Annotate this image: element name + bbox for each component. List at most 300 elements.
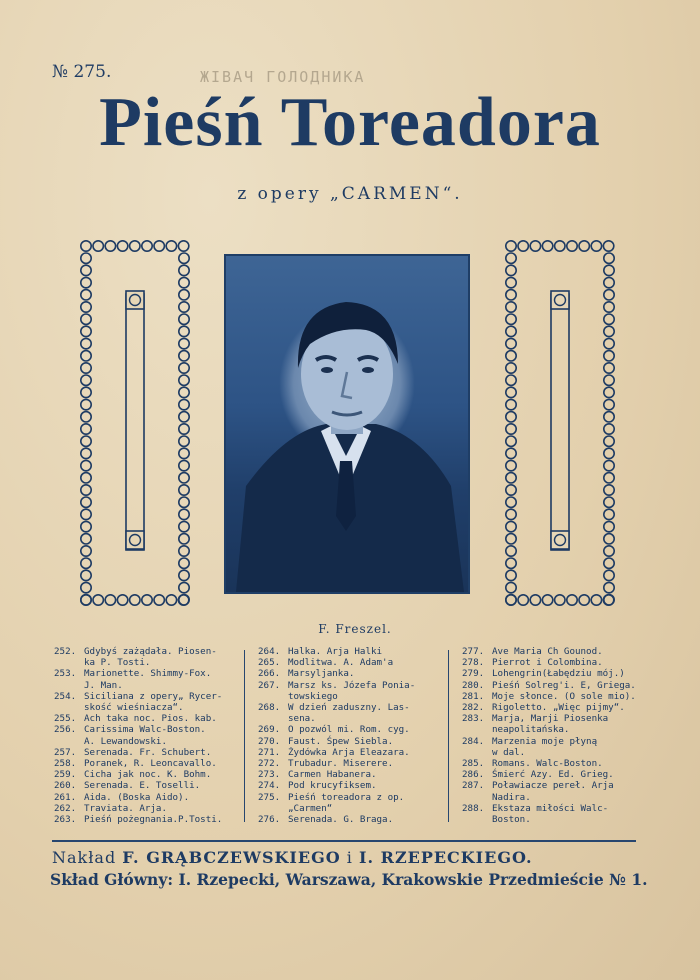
catalog-entry bbox=[462, 736, 647, 747]
catalog-entry-title: w dal. bbox=[492, 746, 526, 758]
ornament-ring bbox=[117, 241, 127, 251]
ornament-ring bbox=[81, 436, 91, 446]
catalog-entry-number: 260. bbox=[54, 780, 77, 792]
ornament-ring bbox=[506, 412, 516, 422]
catalog-entry bbox=[258, 724, 438, 735]
ornament-ring bbox=[179, 338, 189, 348]
catalog-entry-title: Ave Maria Ch Gounod. bbox=[492, 646, 603, 657]
catalog-entry-title: Żydówka Arja Eleazara. bbox=[288, 746, 410, 758]
catalog-entry-number bbox=[258, 713, 288, 724]
ornament-ring bbox=[81, 412, 91, 422]
ornament-ring bbox=[81, 375, 91, 385]
ornament-ring bbox=[179, 521, 189, 531]
ornament-ring bbox=[604, 595, 614, 605]
catalog-entry-number: 263. bbox=[54, 814, 77, 826]
catalog-entry bbox=[54, 803, 229, 814]
ornament-ring bbox=[518, 241, 528, 251]
catalog-entry-number: 256. bbox=[54, 724, 77, 736]
ornament-ring bbox=[179, 595, 189, 605]
ornament-ring bbox=[604, 424, 614, 434]
ornament-ring bbox=[506, 277, 516, 287]
ornament-ring bbox=[105, 595, 115, 605]
catalog-entry bbox=[462, 769, 647, 780]
ornament-ring bbox=[179, 326, 189, 336]
ornament-ring bbox=[179, 460, 189, 470]
catalog-entry-title: Romans. Walc-Boston. bbox=[492, 758, 603, 770]
catalog-entry-title: Siciliana z opery„ Rycer- bbox=[84, 690, 223, 702]
ornament-ring bbox=[604, 290, 614, 300]
catalog-entry-number: 269. bbox=[258, 724, 281, 736]
ornament-ring bbox=[81, 338, 91, 348]
catalog-entry-number: 258. bbox=[54, 758, 77, 770]
ornament-ring bbox=[179, 399, 189, 409]
catalog-entry-title: Serenada. G. Braga. bbox=[288, 814, 394, 826]
ornament-ring bbox=[81, 399, 91, 409]
ornament-ring bbox=[81, 253, 91, 263]
catalog-entry-number: 288. bbox=[462, 802, 485, 814]
catalog-entry-number: 266. bbox=[258, 668, 281, 680]
catalog-entry-number: 286. bbox=[462, 769, 485, 781]
catalog-entry-number: 275. bbox=[258, 791, 281, 803]
catalog-entry bbox=[258, 792, 438, 803]
ornament-ring bbox=[506, 595, 516, 605]
catalog-entry bbox=[258, 769, 438, 780]
ornament-ring bbox=[604, 326, 614, 336]
ornament-ring bbox=[604, 448, 614, 458]
catalog-entry bbox=[462, 691, 647, 702]
catalog-entry-title: Marsyljanka. bbox=[288, 668, 355, 680]
ornament-ring bbox=[81, 558, 91, 568]
ornament-ring bbox=[506, 241, 516, 251]
ornament-ring bbox=[506, 290, 516, 300]
ornament-ring bbox=[506, 546, 516, 556]
ornament-ring bbox=[81, 485, 91, 495]
catalog-entry bbox=[54, 769, 229, 780]
ornament-ring bbox=[130, 241, 140, 251]
ornament-ring bbox=[604, 558, 614, 568]
ornament-ring bbox=[604, 534, 614, 544]
ornament-ring bbox=[506, 558, 516, 568]
catalog-entry-title: Marionette. Shimmy-Fox. bbox=[84, 668, 212, 680]
catalog-entry-number: 255. bbox=[54, 713, 77, 725]
ornament-ring bbox=[179, 582, 189, 592]
ornament-ring bbox=[179, 509, 189, 519]
ornament-ring bbox=[81, 265, 91, 275]
ornament-ring bbox=[604, 253, 614, 263]
catalog-entry-number bbox=[462, 747, 492, 758]
ornament-ring bbox=[567, 595, 577, 605]
ornament-ring bbox=[81, 546, 91, 556]
ornament-ring bbox=[604, 375, 614, 385]
catalog-entry bbox=[462, 713, 647, 724]
catalog-entry bbox=[258, 758, 438, 769]
ornament-ring bbox=[506, 424, 516, 434]
catalog-entry-number bbox=[258, 803, 288, 814]
catalog-column-1 bbox=[54, 646, 229, 825]
catalog-entry bbox=[54, 668, 229, 679]
catalog-entry bbox=[462, 792, 647, 803]
catalog-entry-title: Traviata. Arja. bbox=[84, 802, 167, 814]
distributor-line: Skład Główny: I. Rzepecki, Warszawa, Krakowskie Przedmieście № 1. bbox=[50, 870, 648, 889]
catalog-entry-title: Serenada. E. Toselli. bbox=[84, 780, 201, 792]
catalog-entry bbox=[462, 780, 647, 791]
catalog-entry-title: J. Man. bbox=[84, 679, 123, 691]
ornament-ring bbox=[81, 509, 91, 519]
ornament-ring bbox=[179, 290, 189, 300]
ornament-ring bbox=[179, 314, 189, 324]
catalog-entry bbox=[258, 780, 438, 791]
horizontal-rule bbox=[52, 840, 636, 842]
catalog-column-3 bbox=[462, 646, 647, 825]
catalog-entry-title: Poławiacze pereł. Arja bbox=[492, 780, 614, 792]
ornament-ring bbox=[506, 582, 516, 592]
ornament-ring bbox=[604, 582, 614, 592]
catalog-entry-number bbox=[462, 724, 492, 735]
ornament-ring bbox=[179, 387, 189, 397]
catalog-entry-number bbox=[258, 691, 288, 702]
catalog-entry-title: sena. bbox=[288, 713, 316, 725]
ornament-ring bbox=[179, 436, 189, 446]
ornament-ring bbox=[506, 460, 516, 470]
catalog-entry-title: Pierrot i Colombina. bbox=[492, 657, 603, 669]
catalog-entry bbox=[54, 724, 229, 735]
ornament-ring bbox=[506, 436, 516, 446]
catalog-entry-number: 257. bbox=[54, 746, 77, 758]
ornament-ring bbox=[81, 570, 91, 580]
catalog-entry-number: 271. bbox=[258, 746, 281, 758]
catalog-entry-title: Trubadur. Miserere. bbox=[288, 758, 394, 770]
catalog-column-2 bbox=[258, 646, 438, 825]
ornament-ring bbox=[506, 534, 516, 544]
ornament-left bbox=[80, 240, 190, 606]
catalog-entry bbox=[54, 646, 229, 657]
ornament-ring bbox=[81, 595, 91, 605]
catalog-entry-title: Modlitwa. A. Adam'a bbox=[288, 657, 394, 669]
ornament-ring bbox=[506, 485, 516, 495]
ornament-ring bbox=[604, 521, 614, 531]
catalog-entry bbox=[462, 702, 647, 713]
catalog-entry-title: Ach taka noc. Pios. kab. bbox=[84, 713, 217, 725]
catalog-entry-title: Carmen Habanera. bbox=[288, 769, 377, 781]
catalog-entry bbox=[258, 657, 438, 668]
catalog-entry-number: 253. bbox=[54, 668, 77, 680]
catalog-entry-number: 261. bbox=[54, 791, 77, 803]
ornament-ring bbox=[179, 497, 189, 507]
ornament-ring bbox=[530, 595, 540, 605]
ornament-ring bbox=[604, 265, 614, 275]
ornament-ring bbox=[506, 473, 516, 483]
catalog-entry-title: Pieśń pożegnania.P.Tosti. bbox=[84, 814, 223, 826]
ornament-ring bbox=[604, 460, 614, 470]
ornament-bar bbox=[551, 294, 569, 550]
ornament-bar bbox=[126, 294, 144, 550]
ornament-ring bbox=[506, 509, 516, 519]
ornament-ring bbox=[81, 582, 91, 592]
catalog-entry-number: 282. bbox=[462, 702, 485, 714]
ornament-ring bbox=[604, 338, 614, 348]
ornament-ring bbox=[506, 338, 516, 348]
ornament-ring bbox=[179, 558, 189, 568]
catalog-entry-title: Carissima Walc-Boston. bbox=[84, 724, 206, 736]
ornament-ring bbox=[179, 546, 189, 556]
catalog-entry-title: neapolitańska. bbox=[492, 724, 570, 736]
ornament-ring bbox=[81, 497, 91, 507]
page-title: Pieśń Toreadora bbox=[99, 84, 601, 161]
catalog-entry-title: Marsz ks. Józefa Ponia- bbox=[288, 679, 416, 691]
catalog-entry-number: 276. bbox=[258, 814, 281, 826]
ornament-box bbox=[551, 291, 569, 309]
ornament-ring bbox=[604, 351, 614, 361]
ornament-ring bbox=[179, 265, 189, 275]
ornament-ring bbox=[579, 241, 589, 251]
ornament-ring bbox=[506, 363, 516, 373]
ornament-ring bbox=[506, 314, 516, 324]
ornament-ring bbox=[179, 302, 189, 312]
ornament-ring bbox=[591, 595, 601, 605]
ornament-ring bbox=[555, 241, 565, 251]
ornament-ring bbox=[506, 351, 516, 361]
catalog-entry bbox=[54, 680, 229, 691]
catalog-entry-number bbox=[54, 680, 84, 691]
catalog-entry-title: Aida. (Boska Aido). bbox=[84, 791, 190, 803]
catalog-entry-number bbox=[54, 702, 84, 713]
catalog-entry-number: 254. bbox=[54, 690, 77, 702]
ornament-ring bbox=[591, 241, 601, 251]
catalog-entry-title: Marzenia moje płyną bbox=[492, 735, 598, 747]
ornament-ring bbox=[506, 448, 516, 458]
ornament-ring bbox=[179, 424, 189, 434]
ornament-ring bbox=[604, 485, 614, 495]
catalog-entry bbox=[258, 814, 438, 825]
catalog-entry-title: Ekstaza miłości Walc- bbox=[492, 802, 609, 814]
catalog-entry bbox=[462, 646, 647, 657]
ornament-ring bbox=[179, 277, 189, 287]
catalog-entry-title: Pieśń Solreg'i. E, Griega. bbox=[492, 679, 636, 691]
ornament-ring bbox=[117, 595, 127, 605]
catalog-entry bbox=[54, 713, 229, 724]
ornament-ring bbox=[604, 314, 614, 324]
ornament-ring bbox=[179, 351, 189, 361]
catalog-entry bbox=[54, 691, 229, 702]
catalog-entry-title: Faust. Śpew Siebla. bbox=[288, 735, 394, 747]
catalog-entry bbox=[258, 691, 438, 702]
ornament-ring bbox=[604, 570, 614, 580]
ornament-ring bbox=[604, 509, 614, 519]
catalog-entry bbox=[258, 668, 438, 679]
ornament-ring bbox=[604, 473, 614, 483]
ornament-ring bbox=[179, 570, 189, 580]
catalog-entry-number: 272. bbox=[258, 758, 281, 770]
ornament-ring bbox=[604, 399, 614, 409]
portrait-figure bbox=[226, 256, 468, 592]
ornament-ring bbox=[604, 436, 614, 446]
ornament-ring bbox=[179, 485, 189, 495]
ornament-ring bbox=[81, 326, 91, 336]
ornament-ring bbox=[166, 595, 176, 605]
catalog-entry-title: W dzień zaduszny. Las- bbox=[288, 702, 410, 714]
ornament-ring bbox=[130, 595, 140, 605]
ornament-ring bbox=[105, 241, 115, 251]
ornament-ring bbox=[81, 351, 91, 361]
ornament-ring bbox=[142, 241, 152, 251]
ornament-ring bbox=[81, 290, 91, 300]
catalog-entry-title: Rigoletto. „Więc pijmy“. bbox=[492, 702, 625, 714]
catalog-entry-number: 284. bbox=[462, 735, 485, 747]
catalog-entry-number: 285. bbox=[462, 758, 485, 770]
catalog-entry-title: skość wieśniacza“. bbox=[84, 702, 184, 714]
ornament-ring bbox=[81, 302, 91, 312]
ornament-ring bbox=[506, 375, 516, 385]
catalog-entry-title: O pozwól mi. Rom. cyg. bbox=[288, 724, 410, 736]
ornament-ring bbox=[179, 412, 189, 422]
ornament-ring bbox=[81, 314, 91, 324]
catalog-entry-number: 278. bbox=[462, 657, 485, 669]
catalog-entry-number: 259. bbox=[54, 769, 77, 781]
catalog-entry bbox=[54, 814, 229, 825]
catalog-entry bbox=[462, 657, 647, 668]
publisher-line bbox=[52, 848, 533, 867]
ornament-ring bbox=[604, 363, 614, 373]
catalog-entry bbox=[258, 646, 438, 657]
catalog-entry bbox=[258, 713, 438, 724]
ornament-ring bbox=[93, 241, 103, 251]
catalog-entry bbox=[258, 803, 438, 814]
catalog-entry bbox=[258, 736, 438, 747]
catalog-entry bbox=[54, 792, 229, 803]
catalog-entry bbox=[258, 702, 438, 713]
catalog-entry bbox=[462, 803, 647, 814]
ornament-ring bbox=[93, 595, 103, 605]
publisher-name-2: I. RZEPECKIEGO. bbox=[359, 848, 533, 867]
faded-stamp: ЖІВАЧ ГОЛОДНИКА bbox=[200, 68, 366, 86]
catalog-entry bbox=[462, 680, 647, 691]
ornament-ring bbox=[179, 473, 189, 483]
catalog-entry-number: 265. bbox=[258, 657, 281, 669]
catalog-entry-title: Lohengrin(Łabędziu mój.) bbox=[492, 668, 625, 680]
ornament-ring bbox=[506, 497, 516, 507]
ornament-ring bbox=[506, 326, 516, 336]
catalog-entry-number bbox=[462, 792, 492, 803]
catalog-entry-title: „Carmen“ bbox=[288, 802, 333, 814]
publisher-name-1: F. GRĄBCZEWSKIEGO bbox=[122, 848, 341, 867]
ornament-ring bbox=[81, 521, 91, 531]
catalog-entry-number: 277. bbox=[462, 646, 485, 657]
ornament-ring bbox=[542, 595, 552, 605]
catalog-entry bbox=[54, 702, 229, 713]
ornament-ring bbox=[530, 241, 540, 251]
ornament-ring bbox=[179, 253, 189, 263]
ornament-right bbox=[505, 240, 615, 606]
catalog-entry-title: A. Lewandowski. bbox=[84, 735, 167, 747]
catalog-entry-title: ka P. Tosti. bbox=[84, 657, 151, 669]
catalog-entry-number bbox=[462, 814, 492, 825]
catalog-entry-number bbox=[54, 657, 84, 668]
ornament-ring bbox=[555, 595, 565, 605]
ornament-ring bbox=[154, 595, 164, 605]
ornament-ring bbox=[81, 363, 91, 373]
publisher-prefix: Nakład bbox=[52, 848, 117, 867]
ornament-ring bbox=[506, 253, 516, 263]
catalog-entry-number: 267. bbox=[258, 679, 281, 691]
catalog-entry-title: Halka. Arja Halki bbox=[288, 646, 383, 657]
catalog-entry bbox=[462, 724, 647, 735]
column-divider bbox=[244, 650, 245, 822]
ornament-ring bbox=[166, 241, 176, 251]
publisher-and: i bbox=[346, 848, 353, 867]
catalog-entry-number: 262. bbox=[54, 802, 77, 814]
catalog-entry-title: Gdybyś zażądała. Piosen- bbox=[84, 646, 217, 657]
ornament-box bbox=[126, 291, 144, 309]
catalog-entry-number: 280. bbox=[462, 679, 485, 691]
ornament-ring bbox=[604, 277, 614, 287]
ornament-ring bbox=[506, 399, 516, 409]
catalog-entry-title: Boston. bbox=[492, 814, 531, 826]
portrait-photo bbox=[224, 254, 470, 594]
ornament-ring bbox=[506, 521, 516, 531]
ornament-ring bbox=[179, 375, 189, 385]
ornament-ring bbox=[179, 363, 189, 373]
ornament-ring bbox=[604, 412, 614, 422]
catalog-entry-number: 268. bbox=[258, 702, 281, 714]
ornament-ring bbox=[81, 241, 91, 251]
ornament-ring bbox=[542, 241, 552, 251]
catalog-entry-title: Nadira. bbox=[492, 791, 531, 803]
column-divider bbox=[448, 650, 449, 822]
ornament-box bbox=[551, 531, 569, 549]
ornament-ring bbox=[604, 546, 614, 556]
catalog-entry-number: 281. bbox=[462, 690, 485, 702]
ornament-ring bbox=[506, 387, 516, 397]
ornament-ring bbox=[81, 424, 91, 434]
catalog-entry-title: Cicha jak noc. K. Bohm. bbox=[84, 769, 212, 781]
catalog-entry-title: Śmierć Azy. Ed. Grieg. bbox=[492, 769, 614, 781]
ornament-ring bbox=[81, 473, 91, 483]
ornament-ring bbox=[604, 497, 614, 507]
ornament-ring bbox=[142, 595, 152, 605]
catalog-entry bbox=[258, 747, 438, 758]
subtitle: z opery „CARMEN“. bbox=[237, 184, 463, 204]
catalog-entry-number bbox=[54, 736, 84, 747]
catalog-entry-number: 252. bbox=[54, 646, 77, 657]
catalog-entry-title: Marja, Marji Piosenka bbox=[492, 713, 609, 725]
catalog-entry-title: Moje słonce. (O sole mio). bbox=[492, 690, 636, 702]
catalog-entry-title: towskiego bbox=[288, 690, 338, 702]
ornament-box bbox=[126, 531, 144, 549]
ornament-ring bbox=[81, 277, 91, 287]
catalog-entry-number: 279. bbox=[462, 668, 485, 680]
ornament-ring bbox=[604, 387, 614, 397]
ornament-ring bbox=[81, 534, 91, 544]
catalog-entry-title: Pod krucyfiksem. bbox=[288, 780, 377, 792]
catalog-entry-number: 283. bbox=[462, 713, 485, 725]
ornament-ring bbox=[81, 460, 91, 470]
catalog-entry-number: 270. bbox=[258, 735, 281, 747]
catalog-entry-title: Poranek, R. Leoncavallo. bbox=[84, 758, 217, 770]
catalog-entry-title: Serenada. Fr. Schubert. bbox=[84, 746, 212, 758]
ornament-ring bbox=[154, 241, 164, 251]
catalog-entry-number: 264. bbox=[258, 646, 281, 657]
ornament-ring bbox=[604, 302, 614, 312]
ornament-ring bbox=[81, 448, 91, 458]
ornament-ring bbox=[178, 241, 188, 251]
catalog-entry-title: Pieśń toreadora z op. bbox=[288, 791, 405, 803]
ornament-ring bbox=[603, 241, 613, 251]
catalog-entry bbox=[54, 758, 229, 769]
ornament-ring bbox=[567, 241, 577, 251]
catalog-entry bbox=[54, 747, 229, 758]
catalog-entry bbox=[462, 747, 647, 758]
ornament-ring bbox=[579, 595, 589, 605]
